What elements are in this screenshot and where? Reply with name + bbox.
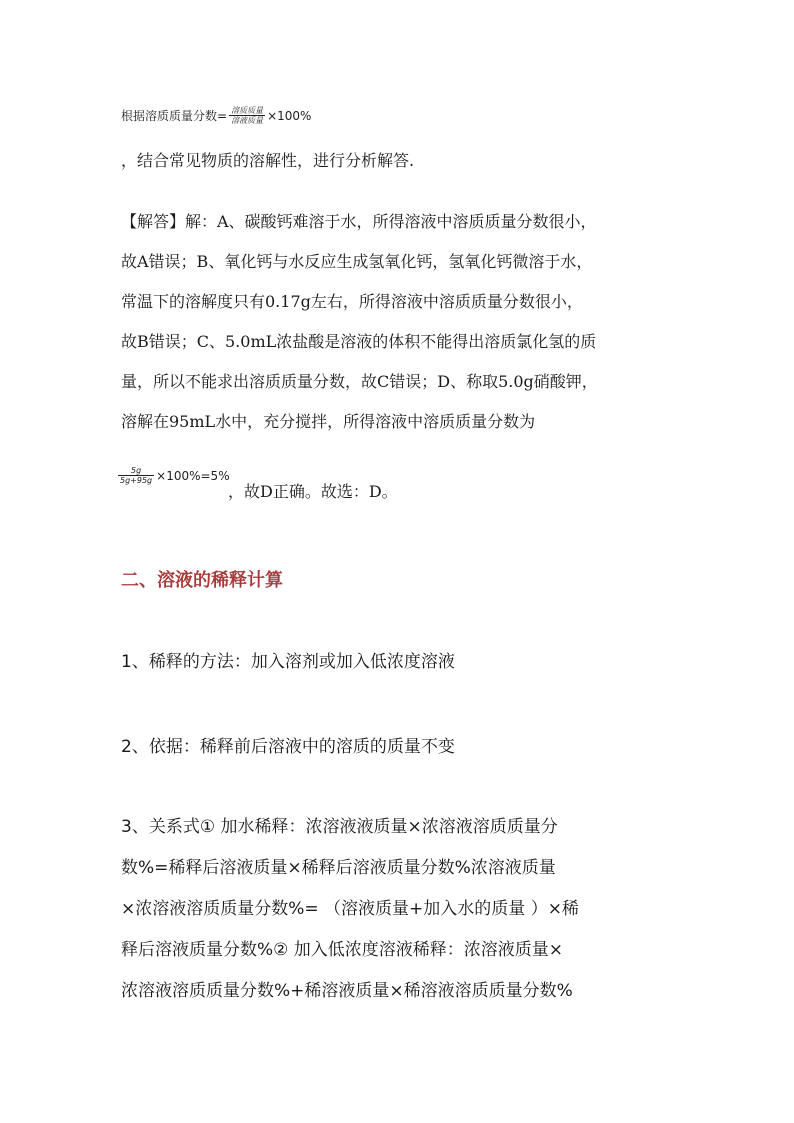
answer-line-2: 故A错误；B、氧化钙与水反应生成氢氧化钙，氢氧化钙微溶于水， [121,252,593,271]
answer-conclusion: ，故D正确。故选：D。 [228,482,398,501]
formula-suffix: ×100% [267,108,312,123]
fraction-denominator: 溶液质量 [231,116,264,125]
item-dilution-basis: 2、依据：稀释前后溶液中的溶质的质量不变 [121,737,455,757]
item3-line-1: 3、关系式① 加水稀释：浓溶液液质量×浓溶液溶质质量分 [121,817,558,837]
item3-line-4: 释后溶液质量分数%② 加入低浓度溶液稀释：浓溶液质量× [121,940,564,960]
mass-fraction-formula [121,106,311,125]
answer-line-3: 常温下的溶解度只有0.17g左右，所得溶液中溶质质量分数很小， [121,292,583,311]
answer-line-4: 故B错误；C、5.0mL浓盐酸是溶液的体积不能得出溶质氯化氢的质 [121,332,597,351]
item3-line-5: 浓溶液溶质质量分数%+稀溶液质量×稀溶液溶质质量分数% [121,981,573,1001]
calc-suffix: ×100%=5% [156,468,230,483]
item3-line-2: 数%=稀释后溶液质量×稀释后溶液质量分数%浓溶液质量 [121,858,556,878]
answer-line-6: 溶解在95mL水中，充分搅拌，所得溶液中溶质质量分数为 [121,412,536,431]
answer-line-5: 量，所以不能求出溶质质量分数，故C错误；D、称取5.0g硝酸钾， [121,372,598,391]
answer-line-1: 【解答】解：A、碳酸钙难溶于水，所得溶液中溶质质量分数很小， [121,212,597,231]
calc-fraction [118,466,154,485]
calc-numerator: 5g [130,466,142,475]
analysis-line: ，结合常见物质的溶解性，进行分析解答. [121,151,415,170]
formula-fraction [229,106,265,125]
concentration-calculation [116,466,230,485]
fraction-numerator: 溶质质量 [231,106,264,115]
section-heading: 二、溶液的稀释计算 [121,570,283,591]
item3-line-3: ×浓溶液溶质质量分数%= （溶液质量+加入水的质量 ）×稀 [121,899,579,919]
formula-prefix: 根据溶质质量分数= [121,109,228,123]
calc-denominator: 5g+95g [120,476,153,485]
item-dilution-method: 1、稀释的方法：加入溶剂或加入低浓度溶液 [121,652,455,672]
